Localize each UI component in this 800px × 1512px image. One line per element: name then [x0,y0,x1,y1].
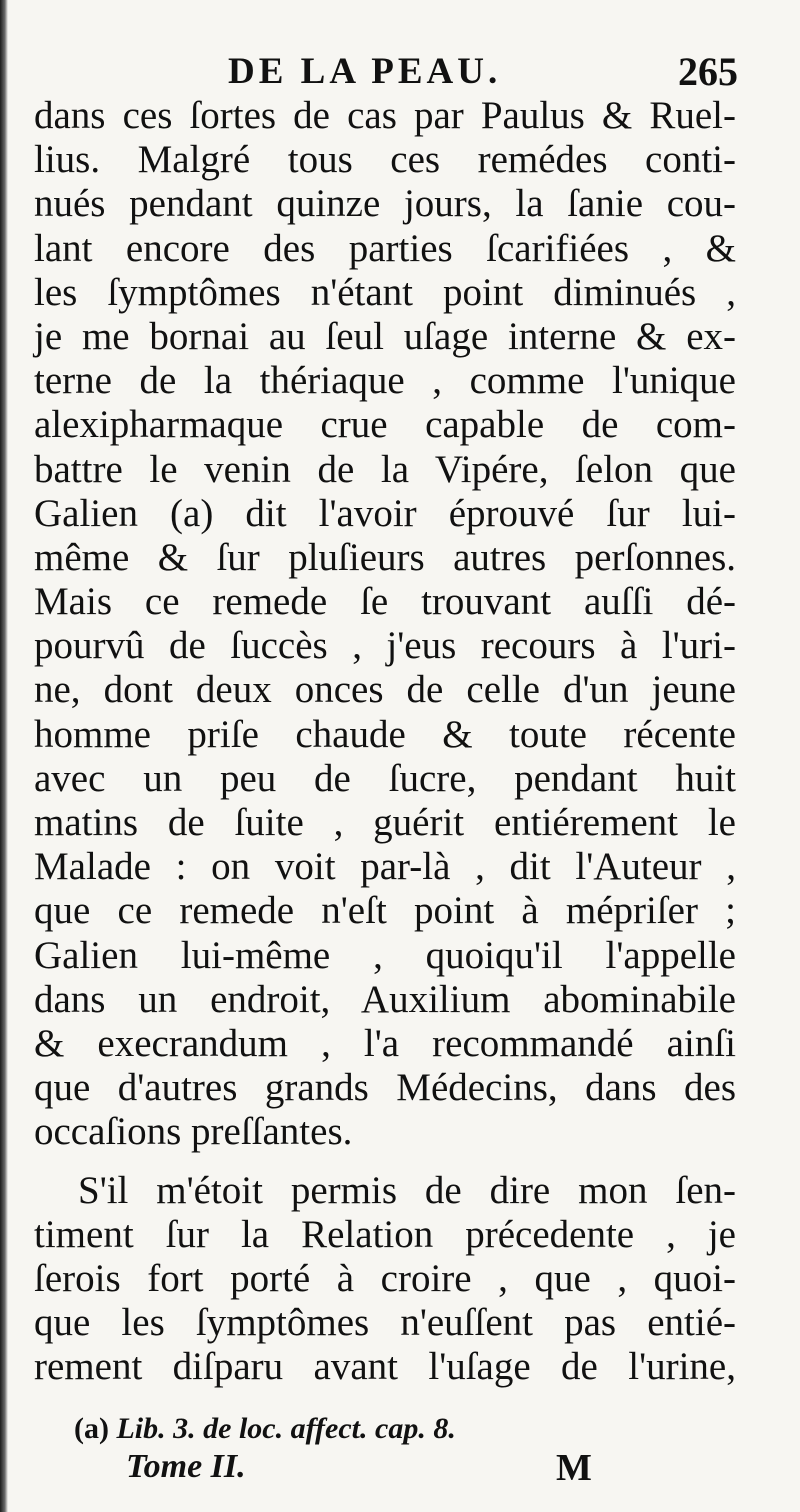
text-line: Malade : on voit par-là , dit l'Auteur , [34,845,736,889]
text-line: & execrandum , l'a recommandé ainſi [34,1021,736,1065]
text-line: lius. Malgré tous ces remédes conti- [34,138,736,182]
text-line: lant encore des parties ſcarifiées , & [34,226,736,270]
text-line: rement diſparu avant l'uſage de l'urine, [34,1345,736,1389]
text-line: terne de la thériaque , comme l'unique [34,359,736,403]
text-line: les ſymptômes n'étant point diminués , [34,270,736,314]
text-line: dans ces ſortes de cas par Paulus & Ruel- [34,94,736,137]
footnote [74,1412,456,1446]
text-line: même & ſur pluſieurs autres perſonnes. [34,535,736,579]
text-line: dans un endroit, Auxilium abominabile [34,977,736,1021]
text-line: matins de ſuite , guérit entiérement le [34,801,736,844]
text-line: que ce remede n'eſt point à mépriſer ; [34,889,736,933]
page-binding-shadow [0,0,8,1512]
text-line: battre le venin de la Vipére, ſelon que [34,447,736,491]
paragraph-start-line: S'il m'étoit permis de dire mon ſen- [78,1168,736,1212]
text-line: Galien lui-même , quoiqu'il l'appelle [34,933,736,977]
text-line: homme priſe chaude & toute récente [34,712,736,756]
text-line: que d'autres grands Médecins, dans des [34,1066,736,1110]
body-text [34,94,736,1389]
page-footer [126,1448,606,1492]
text-line: Mais ce remede ſe trouvant auſſi dé- [34,580,736,624]
text-line: timent ſur la Relation précedente , je [34,1212,736,1256]
page-number: 265 [678,49,738,94]
text-line: Galien (a) dit l'avoir éprouvé ſur lui- [34,491,736,535]
text-line: pourvû de ſuccès , j'eus recours à l'uri- [34,624,736,668]
text-line: nués pendant quinze jours, la ſanie cou- [34,182,736,226]
text-line: ſerois fort porté à croire , que , quoi- [34,1256,736,1300]
signature-mark: M [556,1447,592,1489]
running-title: DE LA PEAU. [228,51,502,92]
text-line: avec un peu de ſucre, pendant huit [34,756,736,800]
text-line: occaſions preſſantes. [34,1110,353,1154]
text-line: alexipharmaque crue capable de com- [34,403,736,447]
text-line: je me bornai au ſeul uſage interne & ex- [34,314,736,358]
page-header [228,46,738,96]
volume-label: Tome II. [126,1448,246,1485]
footnote-text: Lib. 3. de loc. affect. cap. 8. [116,1412,456,1445]
text-line: que les ſymptômes n'euſſent pas entié- [34,1301,736,1345]
footnote-mark: (a) [74,1412,109,1445]
text-line: ne, dont deux onces de celle d'un jeune [34,668,736,712]
